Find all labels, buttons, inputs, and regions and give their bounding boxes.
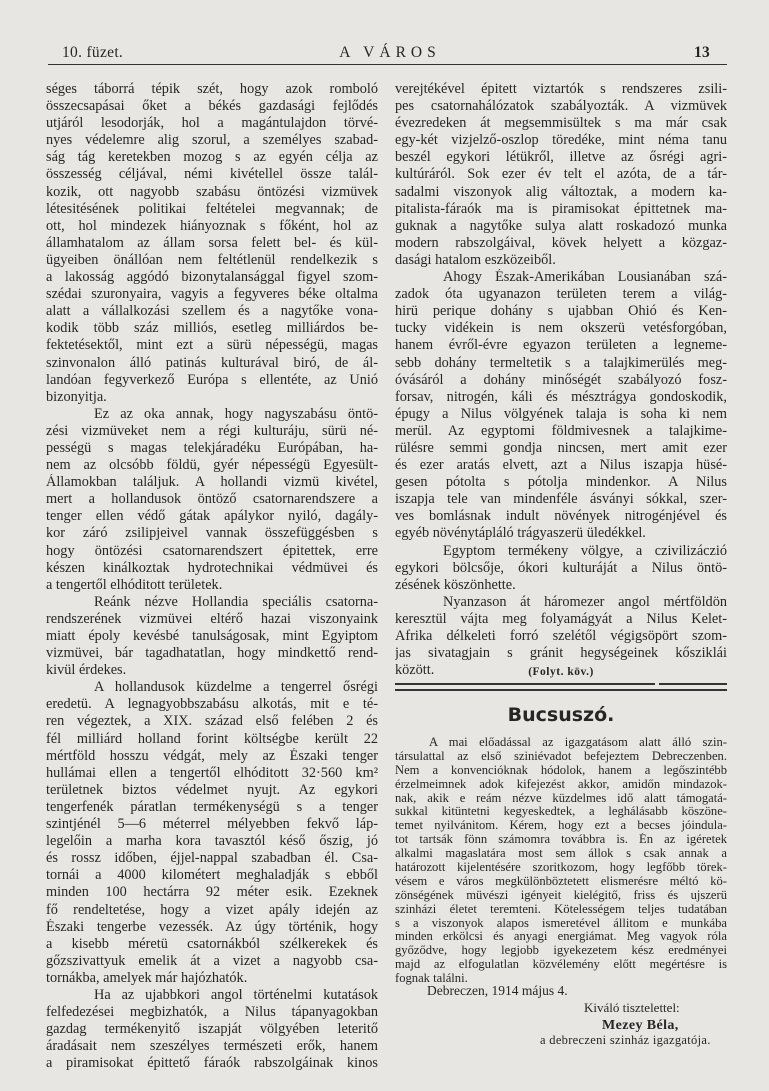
- page-number: 13: [694, 44, 711, 61]
- text-line: összesség céljával, némi kivétellel össze talál-: [46, 166, 378, 183]
- text-line: merül. Az egyptomi földmivesnek a talajkime-: [395, 422, 727, 439]
- text-line: bizonyitja.: [46, 388, 107, 405]
- text-line: legelőin a marha kora tavasztól késő őszig, jó: [46, 833, 378, 850]
- text-line: vizmüvei, bár tagadhatatlan, hogy mindkettő rend-: [46, 645, 378, 662]
- text-line: fél milliárd holland forint költségbe került 22: [46, 730, 378, 747]
- text-line: sadalmi viszonyok alig változtak, a modern ka-: [395, 183, 727, 200]
- text-line: készen kinálkoztak hydrotechnikai védmüvei és: [46, 559, 378, 576]
- text-line: a lakosság aggódó bizonytalansággal figyel szom-: [46, 269, 378, 286]
- text-line: guknak a nagytőke sulya alatt roskadozó munka: [395, 217, 727, 234]
- text-line: iszapja tele van mindenféle ásványi sókkal, szer-: [395, 491, 727, 508]
- text-line: tenger ellen védő gátak apálykor nyiló, dagály-: [46, 508, 378, 525]
- text-line: Egyptom termékeny völgye, a czivilizáczió: [443, 542, 727, 559]
- text-line: tot tartsák fönn számomra továbbra is. Én az igéretek: [395, 833, 727, 847]
- text-line: tengerfenék páratlan termékenységü s a tenger: [46, 798, 378, 815]
- text-line: fő rendeltetése, hogy a vizet apály idején az: [46, 901, 378, 918]
- text-line: forsav, nitrogén, káli és mésztrágya gondoskodik,: [395, 388, 727, 405]
- journal-title: A VÁROS: [339, 44, 441, 61]
- text-line: alatt a vállalkozási szellem és a nagytőke vona-: [46, 303, 378, 320]
- text-line: évezredeken át megsemmisültek s ma már csak: [395, 115, 727, 132]
- text-line: szédai szuronyaira, vagyis a fegyveres béke oltalma: [46, 286, 378, 303]
- text-line: kozik, ott nagyobb szabásu öntözési vizmüvek: [46, 183, 378, 200]
- text-line: egyéb növénytápláló trágyaszerü üledékkel.: [395, 525, 646, 542]
- text-line: séges táborrá tépik szét, hogy azok romboló: [46, 81, 378, 97]
- signature-title: a debreczeni szinház igazgatója.: [540, 1033, 711, 1047]
- text-line: hullámai ellen a tengertől elhóditott 32·560 km²: [46, 764, 378, 781]
- text-line: A mai előadással az igazgatásom alatt álló szin-: [429, 736, 727, 749]
- text-line: érzelmeimnek adok kifejezést akkor, amidőn mindazok-: [395, 777, 727, 791]
- text-line: sebb dohány termeltetik s a talajkimerülés meg-: [395, 354, 727, 371]
- text-line: szintjénél 5—6 méterrel mélyebben fekvő láp-: [46, 816, 378, 833]
- text-line: ott, hol mindezek hiányoznak s főként, hol az: [46, 217, 378, 234]
- text-line: Afrika délkeleti forró szelétől végigsöpört szom-: [395, 628, 727, 644]
- text-line: kodik több száz milliós, esetleg milliárdos be-: [46, 320, 378, 337]
- text-line: a kisebb méretü csatornákból szélkerekek és: [46, 935, 378, 952]
- text-line: felfedezései megbizhatók, a Nilus tápanyagokban: [46, 1004, 378, 1021]
- text-line: gazdag termékenyitő iszapját völgyében leteritő: [46, 1021, 378, 1038]
- text-line: ügyeiben önállóan nem feltétlenül rendelkezik s: [46, 251, 378, 268]
- text-line: épugy a Nilus völgyének talaja is soha ki nem: [395, 405, 727, 422]
- text-line: minden 100 hectárra 92 méter esik. Ezeknek: [46, 884, 378, 901]
- text-line: szinvonalon álló patinás kulturával biró, de ál-: [46, 354, 378, 371]
- signature-name: Mezey Béla,: [602, 1018, 679, 1033]
- text-line: és rossz időben, éjjel-nappal szabadban él. Csa-: [46, 850, 378, 867]
- farewell-body: [395, 736, 727, 986]
- text-line: mértföld hosszu védgát, mely az Északi tenger: [46, 747, 378, 764]
- text-line: mert a hollandusok öntöző csatornarendszere a: [46, 491, 378, 508]
- text-line: utjáról lesodorják, hol a magántulajdon törvé-: [46, 115, 378, 132]
- text-line: áradásait nem szeszélyes természeti erők, hanem: [46, 1038, 378, 1055]
- text-line: beszél egykori létükről, illetve az ősrégi agri-: [395, 149, 727, 166]
- text-line: tornákba, amelyek már hajózhatók.: [46, 969, 248, 986]
- text-line: jas sivatagjain s gránit hegységeinek kősziklái: [395, 645, 727, 662]
- text-line: pességü s magas telekjáradéku Európában, ha-: [46, 439, 378, 456]
- text-line: minden erkölcsi és anyagi energiámat. Meg vagyok róla: [395, 930, 727, 944]
- text-line: ves bomlásnak indult növények nitrogénjével és: [395, 508, 727, 525]
- text-line: keresztül vájta meg folyamágyát a Nilus Kelet-: [395, 610, 727, 627]
- section-divider-bottom: [395, 689, 727, 691]
- issue-number: 10. füzet.: [62, 44, 124, 61]
- text-line: tucky vidékein is nem okszerü vetésforgóban,: [395, 320, 727, 337]
- text-line: tornái a 4000 kilométert meghaladják s ebből: [46, 867, 378, 884]
- continuation-note: (Folyt. köv.): [528, 666, 594, 678]
- farewell-closing: Kiváló tisztelettel:: [584, 1000, 680, 1015]
- text-line: győződve, hogy legjobb igyekezetem kész eredményei: [395, 944, 727, 958]
- text-line: temet nyilvánitom. Kérem, hogy ezt a becses jóindula-: [395, 819, 727, 833]
- text-line: és ezer aratás elvett, azt a Nilus iszapja hüsé-: [395, 457, 727, 474]
- text-line: zönségének müvészi igényeit kielégitő, friss és ujszerü: [395, 888, 727, 902]
- text-line: fektetésektől, mint ezt a sürü népességü, magas: [46, 337, 378, 354]
- text-line: államhatalom az állam sorsa felett bel- és kül-: [46, 234, 378, 251]
- text-line: nak, akik e reám nézve küzdelmes idő alatt támogatá-: [395, 791, 727, 805]
- text-line: fognak találni.: [395, 972, 468, 986]
- text-line: létesitésének politikai feltételei megvannak; de: [46, 200, 378, 217]
- text-line: összecsapásai őket a békés gazdasági fejlődés: [46, 98, 378, 115]
- text-line: eredetü. A legnagyobbszabásu alkotás, mit e té-: [46, 696, 378, 713]
- text-line: egykori bölcsője, ókori kulturáját a Nilus öntö-: [395, 559, 727, 576]
- text-line: zésének köszönhette.: [395, 576, 516, 593]
- text-line: pes csatornahálózatok szabályozták. A vizmüvek: [395, 98, 727, 115]
- text-line: vésem e város megkülönböztetett elismerésre méltó kö-: [395, 874, 727, 888]
- text-line: Reánk nézve Hollandia speciális csatorna-: [94, 593, 378, 610]
- text-line: nem az olcsóbb földü, gyér népességü Egyesült-: [46, 457, 378, 474]
- text-line: zési vizmüveket nem a régi kulturáju, sürü né-: [46, 422, 378, 439]
- text-line: pitalista-fáraók ma is piramisokat épittetnek ma-: [395, 200, 727, 217]
- text-line: gesen pótolta s pótolja mindenkor. A Nilus: [395, 474, 727, 491]
- text-line: Ahogy Észak-Amerikában Lousianában szá-: [443, 269, 727, 286]
- text-line: A hollandusok küzdelme a tengerrel ősrégi: [94, 679, 378, 696]
- text-line: ság tág keretekben mozog s az egyén célja az: [46, 149, 378, 166]
- text-line: miatt époly kevésbé tanulságosak, mint Egyiptom: [46, 628, 378, 644]
- text-line: hogy öntözési csatornarendszert épitettek, erre: [46, 542, 378, 559]
- text-line: verejtékével épitett viztartók s rendszeres zsili-: [395, 81, 727, 97]
- text-line: dasági hatalom eszközeiből.: [395, 251, 556, 268]
- text-line: zadok óta ugyanazon területen terem a világ-: [395, 286, 727, 303]
- article-column-right: [395, 81, 727, 679]
- text-line: határozott kijelentésére szoritkozom, hogy legfőbb törek-: [395, 861, 727, 875]
- text-line: majd az elfogulatlan közvélemény előtt megértésre is: [395, 958, 727, 972]
- farewell-title: Bucsuszó.: [507, 704, 615, 726]
- text-line: óvásáról a dohány minőségét szabályozó fosz-: [395, 371, 727, 388]
- text-line: szinházi életet teremteni. Kötelességem teljes tudatában: [395, 902, 727, 916]
- text-line: alkalmi magaslatára most sem állok s csak annak a: [395, 847, 727, 861]
- section-divider-left: [395, 683, 655, 685]
- text-line: között.: [395, 662, 435, 679]
- text-line: társulattal az első sziniévadot befejeztem Debreczenben.: [395, 749, 727, 763]
- article-column-left: [46, 81, 378, 1072]
- text-line: Ha az ujabbkori angol történelmi kutatások: [94, 986, 378, 1003]
- text-line: rülésre semmi gondja nincsen, mert amit ezer: [395, 439, 727, 456]
- text-line: a piramisokat épittető fáraók rabszolgáinak kinos: [46, 1055, 378, 1072]
- section-divider-right: [659, 683, 727, 685]
- text-line: landóan fegyverkező Európa s ellentéte, az Unió: [46, 371, 378, 388]
- text-line: egy-két vizjelző-oszlop töredéke, mint néma tanu: [395, 132, 727, 149]
- text-line: Ez az oka annak, hogy nagyszabásu öntö-: [94, 405, 378, 422]
- farewell-date: Debreczen, 1914 május 4.: [427, 983, 568, 998]
- text-line: hanem évről-évre egyazon területen a legneme-: [395, 337, 727, 354]
- text-line: kultúráról. Sok ezer év telt el azóta, de a tár-: [395, 166, 727, 183]
- text-line: sukkal kitüntetni kegyeskedtek, a leghálásabb köszöne-: [395, 805, 727, 819]
- text-line: nyes védelemre alig szorul, a személyes szabad-: [46, 132, 378, 149]
- text-line: Államokban találjuk. A hollandi vizmü kivétel,: [46, 474, 378, 491]
- text-line: modern rabszolgáival, kövek helyett a közgaz-: [395, 234, 727, 251]
- text-line: kor záró zsilipjeivel vannak összefüggésben s: [46, 525, 378, 542]
- text-line: kivül érdekes.: [46, 662, 127, 679]
- text-line: rendszerének vizmüvei eltérő hazai viszonyaink: [46, 610, 378, 627]
- text-line: a tengertől elhóditott területek.: [46, 576, 223, 593]
- text-line: s a viszonyok alapos ismeretével állitom e munkába: [395, 916, 727, 930]
- text-line: hirü perique dohány s ujabban Ohió és Ken-: [395, 303, 727, 320]
- text-line: Nyanzason át háromezer angol mértföldön: [443, 593, 727, 610]
- text-line: Északi tengerbe vezessék. Az úgy történik, hogy: [46, 918, 378, 935]
- text-line: gőzszivattyuk emelik át a vizet a nagyobb csa-: [46, 952, 378, 969]
- text-line: ren végeztek, a XIX. század első felében 2 és: [46, 713, 378, 730]
- header-rule: [48, 64, 727, 65]
- text-line: területnek biztos védelmet nyujt. Az egykori: [46, 781, 378, 798]
- text-line: Nem a konvencióknak hódolok, hanem a legőszintébb: [395, 763, 727, 777]
